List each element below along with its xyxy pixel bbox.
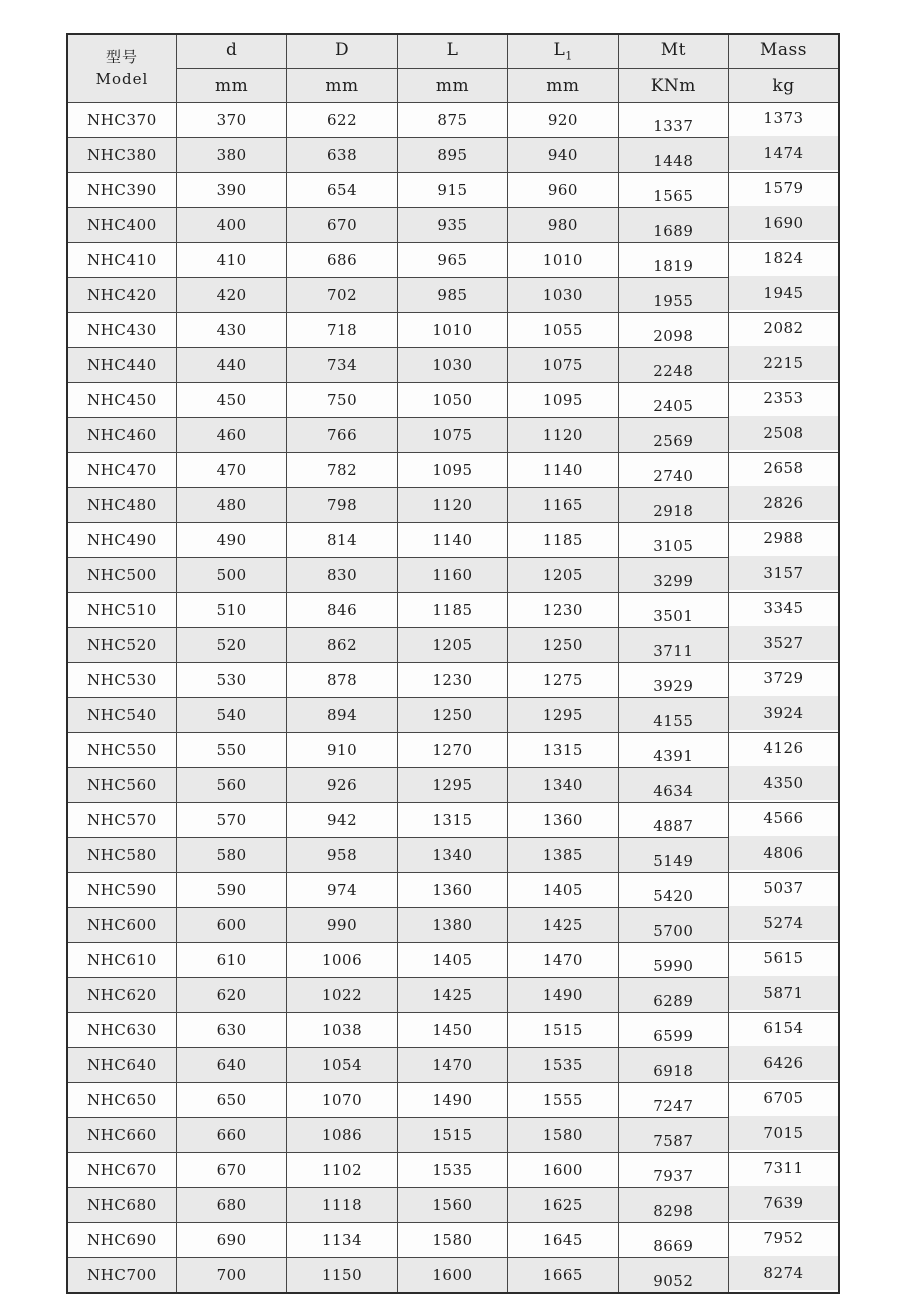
cell-D: 1006 [287, 943, 397, 978]
cell-L: 1340 [397, 838, 507, 873]
table-row [67, 138, 839, 173]
cell-L: 1315 [397, 803, 507, 838]
cell-model: NHC670 [67, 1153, 176, 1188]
cell-L1: 1340 [508, 768, 618, 803]
cell-model: NHC510 [67, 593, 176, 628]
cell-Mt: 4155 [618, 698, 728, 733]
cell-L: 1205 [397, 628, 507, 663]
cell-Mt: 4634 [618, 768, 728, 803]
cell-D: 830 [287, 558, 397, 593]
cell-L: 1250 [397, 698, 507, 733]
cell-D: 1022 [287, 978, 397, 1013]
table-body [67, 103, 839, 1294]
cell-Mt: 7247 [618, 1083, 728, 1118]
cell-D: 1150 [287, 1258, 397, 1294]
cell-model: NHC610 [67, 943, 176, 978]
table-row [67, 173, 839, 208]
cell-L: 1405 [397, 943, 507, 978]
table-row [67, 1083, 839, 1118]
cell-model: NHC470 [67, 453, 176, 488]
cell-Mt: 2405 [618, 383, 728, 418]
cell-model: NHC580 [67, 838, 176, 873]
cell-L1: 1095 [508, 383, 618, 418]
cell-D: 686 [287, 243, 397, 278]
cell-L1: 1625 [508, 1188, 618, 1223]
cell-Mass: 2508 [729, 416, 839, 451]
cell-D: 974 [287, 873, 397, 908]
cell-Mass: 1579 [729, 171, 839, 206]
cell-Mt: 5990 [618, 943, 728, 978]
cell-L1: 1645 [508, 1223, 618, 1258]
cell-d: 480 [176, 488, 286, 523]
table-row [67, 908, 839, 943]
cell-d: 460 [176, 418, 286, 453]
cell-L1: 1315 [508, 733, 618, 768]
cell-L: 915 [397, 173, 507, 208]
cell-Mass: 7639 [729, 1186, 839, 1221]
cell-D: 1038 [287, 1013, 397, 1048]
column-header-Mt: Mt [618, 34, 728, 69]
cell-D: 990 [287, 908, 397, 943]
cell-Mass: 6154 [729, 1011, 839, 1046]
cell-Mt: 1689 [618, 208, 728, 243]
cell-L: 1490 [397, 1083, 507, 1118]
cell-d: 640 [176, 1048, 286, 1083]
cell-model: NHC440 [67, 348, 176, 383]
coupling-spec-table [66, 33, 840, 1294]
cell-Mt: 6599 [618, 1013, 728, 1048]
table-row [67, 698, 839, 733]
cell-Mass: 1824 [729, 241, 839, 276]
cell-d: 410 [176, 243, 286, 278]
cell-L: 1535 [397, 1153, 507, 1188]
cell-Mt: 4887 [618, 803, 728, 838]
cell-model: NHC700 [67, 1258, 176, 1294]
cell-Mass: 7311 [729, 1151, 839, 1186]
cell-D: 958 [287, 838, 397, 873]
cell-L1: 1165 [508, 488, 618, 523]
table-row [67, 978, 839, 1013]
cell-model: NHC420 [67, 278, 176, 313]
cell-Mt: 7937 [618, 1153, 728, 1188]
cell-D: 878 [287, 663, 397, 698]
cell-L: 1120 [397, 488, 507, 523]
column-header-Mass: Mass [729, 34, 839, 69]
cell-Mt: 1565 [618, 173, 728, 208]
cell-Mass: 2658 [729, 451, 839, 486]
cell-D: 926 [287, 768, 397, 803]
unit-header-Mass: kg [729, 69, 839, 103]
cell-Mt: 3929 [618, 663, 728, 698]
unit-header-Mt: KNm [618, 69, 728, 103]
cell-d: 580 [176, 838, 286, 873]
cell-L: 1470 [397, 1048, 507, 1083]
table-header [67, 34, 839, 103]
cell-L: 1160 [397, 558, 507, 593]
table-row [67, 348, 839, 383]
cell-Mass: 3345 [729, 591, 839, 626]
cell-D: 846 [287, 593, 397, 628]
cell-L1: 1665 [508, 1258, 618, 1294]
cell-L1: 1250 [508, 628, 618, 663]
cell-L: 875 [397, 103, 507, 138]
cell-d: 380 [176, 138, 286, 173]
cell-Mass: 4126 [729, 731, 839, 766]
table-row [67, 1118, 839, 1153]
cell-D: 814 [287, 523, 397, 558]
table-row [67, 453, 839, 488]
cell-L1: 1425 [508, 908, 618, 943]
cell-d: 620 [176, 978, 286, 1013]
table-row [67, 1223, 839, 1258]
cell-Mt: 2740 [618, 453, 728, 488]
cell-model: NHC560 [67, 768, 176, 803]
table-row [67, 873, 839, 908]
cell-D: 782 [287, 453, 397, 488]
cell-L: 1185 [397, 593, 507, 628]
cell-D: 1054 [287, 1048, 397, 1083]
cell-L1: 1075 [508, 348, 618, 383]
cell-Mt: 2098 [618, 313, 728, 348]
cell-d: 570 [176, 803, 286, 838]
cell-D: 942 [287, 803, 397, 838]
cell-Mass: 2082 [729, 311, 839, 346]
cell-d: 370 [176, 103, 286, 138]
cell-model: NHC400 [67, 208, 176, 243]
cell-d: 430 [176, 313, 286, 348]
model-header-en: Model [95, 69, 149, 88]
cell-model: NHC590 [67, 873, 176, 908]
table-row [67, 243, 839, 278]
cell-Mass: 1945 [729, 276, 839, 311]
cell-d: 550 [176, 733, 286, 768]
table-row [67, 663, 839, 698]
table-row [67, 628, 839, 663]
cell-d: 670 [176, 1153, 286, 1188]
cell-Mt: 8298 [618, 1188, 728, 1223]
cell-model: NHC460 [67, 418, 176, 453]
cell-D: 638 [287, 138, 397, 173]
cell-d: 440 [176, 348, 286, 383]
cell-model: NHC690 [67, 1223, 176, 1258]
table-row [67, 313, 839, 348]
cell-Mt: 2248 [618, 348, 728, 383]
cell-d: 600 [176, 908, 286, 943]
cell-L: 985 [397, 278, 507, 313]
cell-d: 400 [176, 208, 286, 243]
table-row [67, 558, 839, 593]
cell-Mt: 7587 [618, 1118, 728, 1153]
cell-L1: 1600 [508, 1153, 618, 1188]
cell-Mass: 1474 [729, 136, 839, 171]
column-header-L: L [397, 34, 507, 69]
table-row [67, 803, 839, 838]
cell-L1: 1515 [508, 1013, 618, 1048]
cell-L1: 1385 [508, 838, 618, 873]
cell-L1: 1470 [508, 943, 618, 978]
cell-Mass: 2988 [729, 521, 839, 556]
cell-D: 766 [287, 418, 397, 453]
cell-D: 1102 [287, 1153, 397, 1188]
cell-L1: 1580 [508, 1118, 618, 1153]
cell-Mass: 5037 [729, 871, 839, 906]
cell-L: 1600 [397, 1258, 507, 1294]
cell-Mass: 3729 [729, 661, 839, 696]
cell-Mt: 6918 [618, 1048, 728, 1083]
cell-L: 1450 [397, 1013, 507, 1048]
cell-L: 965 [397, 243, 507, 278]
cell-Mt: 9052 [618, 1258, 728, 1294]
cell-Mass: 5274 [729, 906, 839, 941]
table-row [67, 418, 839, 453]
cell-D: 1086 [287, 1118, 397, 1153]
cell-Mass: 6426 [729, 1046, 839, 1081]
cell-Mass: 5871 [729, 976, 839, 1011]
cell-L1: 1230 [508, 593, 618, 628]
cell-L1: 1185 [508, 523, 618, 558]
unit-header-L: mm [397, 69, 507, 103]
cell-Mass: 2353 [729, 381, 839, 416]
cell-d: 530 [176, 663, 286, 698]
cell-L1: 1535 [508, 1048, 618, 1083]
column-header-D: D [287, 34, 397, 69]
cell-Mass: 1690 [729, 206, 839, 241]
cell-Mt: 2569 [618, 418, 728, 453]
cell-L1: 920 [508, 103, 618, 138]
table-row [67, 383, 839, 418]
cell-d: 470 [176, 453, 286, 488]
table-row [67, 1188, 839, 1223]
cell-model: NHC540 [67, 698, 176, 733]
cell-L1: 1030 [508, 278, 618, 313]
cell-model: NHC390 [67, 173, 176, 208]
cell-model: NHC620 [67, 978, 176, 1013]
cell-D: 622 [287, 103, 397, 138]
cell-model: NHC480 [67, 488, 176, 523]
cell-Mt: 1819 [618, 243, 728, 278]
cell-L1: 1010 [508, 243, 618, 278]
cell-Mass: 7015 [729, 1116, 839, 1151]
cell-d: 700 [176, 1258, 286, 1294]
cell-model: NHC500 [67, 558, 176, 593]
cell-L: 935 [397, 208, 507, 243]
table-row [67, 838, 839, 873]
cell-d: 500 [176, 558, 286, 593]
cell-Mass: 2215 [729, 346, 839, 381]
cell-L1: 1055 [508, 313, 618, 348]
cell-Mt: 5149 [618, 838, 728, 873]
spec-table-container [66, 33, 840, 1294]
cell-d: 610 [176, 943, 286, 978]
cell-L1: 940 [508, 138, 618, 173]
cell-Mass: 6705 [729, 1081, 839, 1116]
cell-d: 660 [176, 1118, 286, 1153]
cell-D: 718 [287, 313, 397, 348]
cell-model: NHC380 [67, 138, 176, 173]
cell-model: NHC490 [67, 523, 176, 558]
table-row [67, 1048, 839, 1083]
column-header-model [67, 34, 176, 103]
cell-Mass: 3527 [729, 626, 839, 661]
cell-L: 1095 [397, 453, 507, 488]
cell-d: 450 [176, 383, 286, 418]
cell-Mt: 6289 [618, 978, 728, 1013]
cell-D: 1134 [287, 1223, 397, 1258]
cell-model: NHC550 [67, 733, 176, 768]
table-row [67, 943, 839, 978]
column-header-d: d [176, 34, 286, 69]
model-header-cn: 型号 [105, 47, 138, 66]
table-row [67, 278, 839, 313]
cell-L: 1050 [397, 383, 507, 418]
cell-model: NHC600 [67, 908, 176, 943]
cell-L: 1140 [397, 523, 507, 558]
cell-L: 1075 [397, 418, 507, 453]
cell-Mt: 5420 [618, 873, 728, 908]
cell-L1: 1555 [508, 1083, 618, 1118]
cell-L: 1580 [397, 1223, 507, 1258]
cell-Mass: 7952 [729, 1221, 839, 1256]
cell-model: NHC370 [67, 103, 176, 138]
cell-d: 560 [176, 768, 286, 803]
cell-D: 702 [287, 278, 397, 313]
cell-Mass: 1373 [729, 101, 839, 136]
cell-D: 734 [287, 348, 397, 383]
cell-model: NHC570 [67, 803, 176, 838]
cell-model: NHC640 [67, 1048, 176, 1083]
unit-header-D: mm [287, 69, 397, 103]
cell-d: 390 [176, 173, 286, 208]
cell-Mt: 1955 [618, 278, 728, 313]
table-row [67, 1153, 839, 1188]
cell-Mass: 4350 [729, 766, 839, 801]
cell-L: 1270 [397, 733, 507, 768]
cell-model: NHC660 [67, 1118, 176, 1153]
cell-D: 798 [287, 488, 397, 523]
unit-header-L1: mm [508, 69, 618, 103]
cell-D: 654 [287, 173, 397, 208]
cell-L1: 1295 [508, 698, 618, 733]
cell-L1: 1120 [508, 418, 618, 453]
cell-d: 540 [176, 698, 286, 733]
cell-d: 680 [176, 1188, 286, 1223]
cell-D: 862 [287, 628, 397, 663]
cell-L: 1360 [397, 873, 507, 908]
cell-model: NHC650 [67, 1083, 176, 1118]
cell-Mt: 3711 [618, 628, 728, 663]
cell-Mass: 2826 [729, 486, 839, 521]
cell-L1: 1360 [508, 803, 618, 838]
table-row [67, 733, 839, 768]
cell-model: NHC630 [67, 1013, 176, 1048]
cell-Mt: 1448 [618, 138, 728, 173]
cell-Mass: 3924 [729, 696, 839, 731]
cell-model: NHC520 [67, 628, 176, 663]
cell-model: NHC410 [67, 243, 176, 278]
cell-L: 895 [397, 138, 507, 173]
cell-L: 1560 [397, 1188, 507, 1223]
cell-D: 750 [287, 383, 397, 418]
column-header-L1: $L_1$ [508, 34, 618, 69]
cell-d: 630 [176, 1013, 286, 1048]
cell-Mass: 8274 [729, 1256, 839, 1292]
cell-L1: 1275 [508, 663, 618, 698]
unit-header-d: mm [176, 69, 286, 103]
cell-model: NHC430 [67, 313, 176, 348]
cell-Mass: 4566 [729, 801, 839, 836]
cell-model: NHC530 [67, 663, 176, 698]
cell-L: 1010 [397, 313, 507, 348]
table-row [67, 1258, 839, 1294]
table-row [67, 488, 839, 523]
cell-d: 490 [176, 523, 286, 558]
table-row [67, 523, 839, 558]
cell-L1: 960 [508, 173, 618, 208]
cell-L: 1030 [397, 348, 507, 383]
cell-Mt: 3299 [618, 558, 728, 593]
cell-d: 590 [176, 873, 286, 908]
table-row [67, 103, 839, 138]
cell-Mass: 5615 [729, 941, 839, 976]
cell-D: 670 [287, 208, 397, 243]
cell-Mt: 3105 [618, 523, 728, 558]
cell-Mt: 3501 [618, 593, 728, 628]
cell-D: 1070 [287, 1083, 397, 1118]
cell-d: 650 [176, 1083, 286, 1118]
cell-D: 910 [287, 733, 397, 768]
cell-L1: 1140 [508, 453, 618, 488]
cell-L: 1515 [397, 1118, 507, 1153]
cell-L1: 1490 [508, 978, 618, 1013]
table-row [67, 768, 839, 803]
cell-Mt: 2918 [618, 488, 728, 523]
cell-L1: 1205 [508, 558, 618, 593]
cell-D: 1118 [287, 1188, 397, 1223]
cell-L1: 980 [508, 208, 618, 243]
cell-L: 1380 [397, 908, 507, 943]
table-row [67, 208, 839, 243]
cell-L: 1425 [397, 978, 507, 1013]
cell-Mt: 8669 [618, 1223, 728, 1258]
cell-d: 420 [176, 278, 286, 313]
cell-d: 520 [176, 628, 286, 663]
cell-Mt: 1337 [618, 103, 728, 138]
table-row [67, 1013, 839, 1048]
cell-L1: 1405 [508, 873, 618, 908]
cell-D: 894 [287, 698, 397, 733]
cell-model: NHC450 [67, 383, 176, 418]
cell-Mass: 3157 [729, 556, 839, 591]
cell-Mt: 5700 [618, 908, 728, 943]
table-row [67, 593, 839, 628]
cell-model: NHC680 [67, 1188, 176, 1223]
cell-d: 510 [176, 593, 286, 628]
cell-L: 1230 [397, 663, 507, 698]
cell-d: 690 [176, 1223, 286, 1258]
cell-L: 1295 [397, 768, 507, 803]
cell-Mass: 4806 [729, 836, 839, 871]
cell-Mt: 4391 [618, 733, 728, 768]
